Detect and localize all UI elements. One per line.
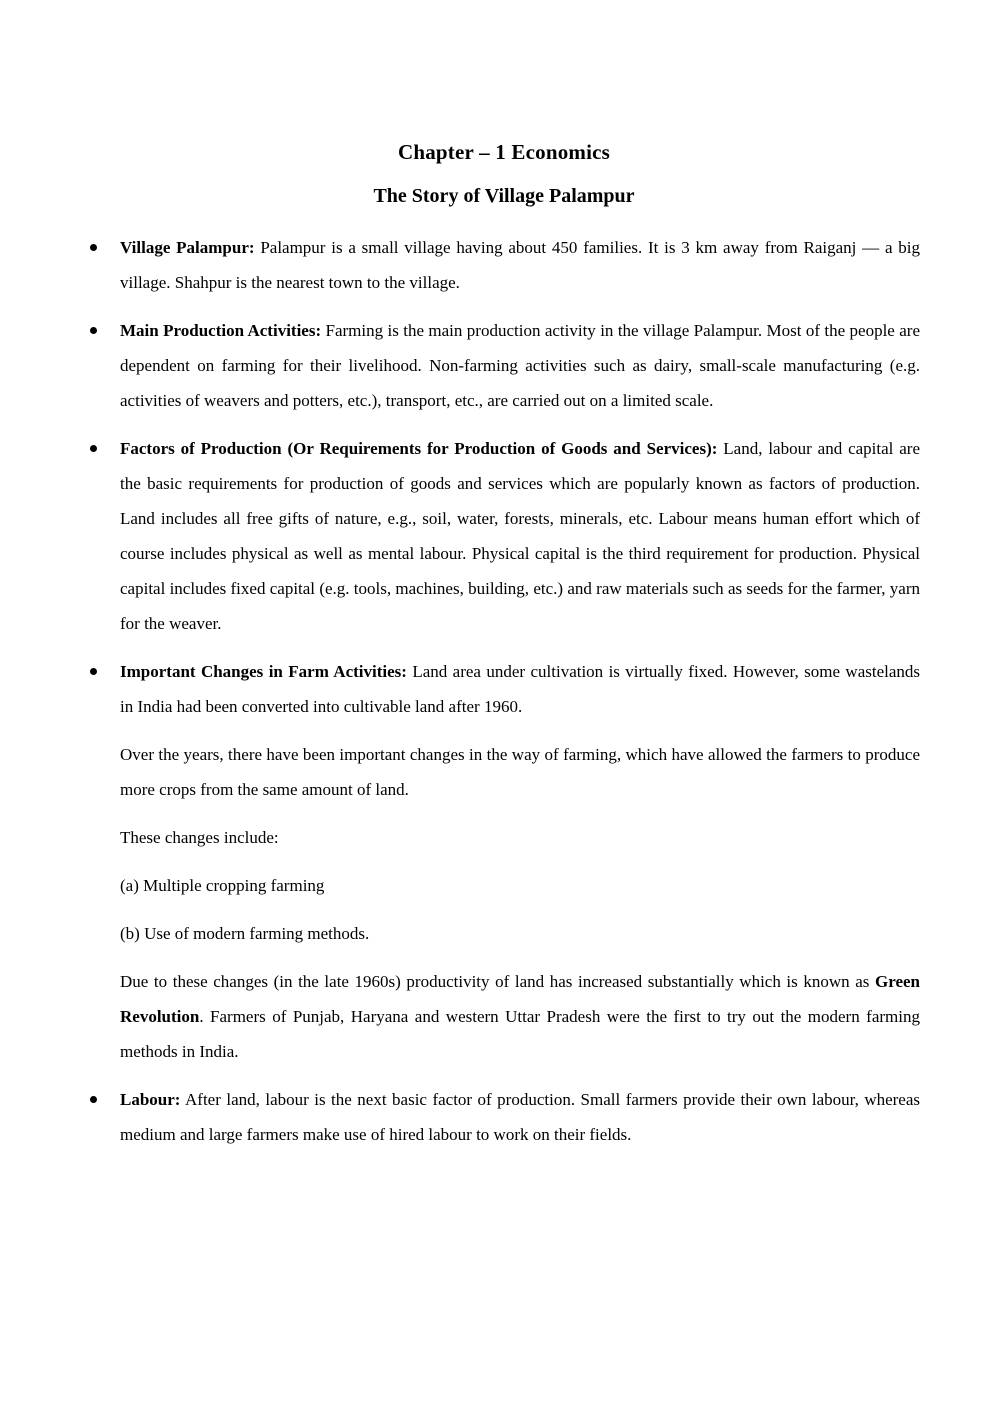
bullet-text: Land area under cultivation is virtually fixed. However, some wastelands in India had been converted into cultivable land after 1960. [120, 662, 921, 716]
page-subtitle: The Story of Village Palampur [373, 185, 635, 207]
bullet-lead: Factors of Production (Or Requirements for Production of Goods and Services): [120, 439, 718, 458]
sub-paragraph-changes-include: These changes include: [120, 828, 279, 847]
bullet-text: Land, labour and capital are the basic requirements for production of goods and services which are popularly known as factors of production. Land includes all free gifts of nature, e.g., soil, water, forests, minerals, etc. Labour means human effort which of course includes physical as well as mental labour. Physical capital is the third requirement for production. Physical capital includes fixed capital (e.g. tools, machines, building, etc.) and raw materials such as seeds for the farmer, yarn for the weaver. [120, 439, 921, 633]
bullet-lead: Labour: [120, 1090, 181, 1109]
bullet-item-important-changes [88, 654, 920, 1069]
green-revolution-pre-text: Due to these changes (in the late 1960s) productivity of land has increased substantially which is known as [120, 972, 875, 991]
bullet-item-village-palampur [88, 230, 920, 300]
bullet-text: After land, labour is the next basic factor of production. Small farmers provide their own labour, whereas medium and large farmers make use of hired labour to work on their fields. [120, 1090, 921, 1144]
green-revolution-bold-text: Green Revolution [120, 972, 920, 1026]
bullet-text: Farming is the main production activity in the village Palampur. Most of the people are dependent on farming for their livelihood. Non-farming activities such as dairy, small-scale manufacturing (e.g. activities of weavers and potters, etc.), transport, etc., are carried out on a limited scale. [120, 321, 920, 410]
bullet-marker-icon [90, 1096, 97, 1103]
bullet-item-factors-of-production [88, 431, 920, 641]
bullet-lead: Main Production Activities: [120, 321, 322, 340]
chapter-title: Chapter – 1 Economics [397, 140, 611, 164]
sub-paragraph-green-revolution [120, 964, 920, 1069]
bullet-marker-icon [90, 668, 97, 675]
sub-paragraph-over-the-years: Over the years, there have been important changes in the way of farming, which have allowed the farmers to produce more crops from the same amount of land. [120, 745, 920, 799]
green-revolution-post-text: . Farmers of Punjab, Haryana and western Uttar Pradesh were the first to try out the modern farming methods in India. [120, 1007, 920, 1061]
bullet-item-main-production-activities [88, 313, 920, 418]
bullet-text: Palampur is a small village having about 450 families. It is 3 km away from Raiganj — a big village. Shahpur is the nearest town to the village. [120, 238, 920, 292]
bullet-lead: Important Changes in Farm Activities: [120, 662, 407, 681]
bullet-marker-icon [90, 244, 97, 251]
bullet-marker-icon [90, 327, 97, 334]
document-page [88, 140, 920, 1152]
bullet-lead: Village Palampur: [120, 238, 255, 257]
sub-paragraph-list-a: (a) Multiple cropping farming [120, 876, 325, 895]
bullet-item-labour [88, 1082, 920, 1152]
bullet-marker-icon [90, 445, 97, 452]
sub-paragraph-list-b: (b) Use of modern farming methods. [120, 924, 370, 943]
